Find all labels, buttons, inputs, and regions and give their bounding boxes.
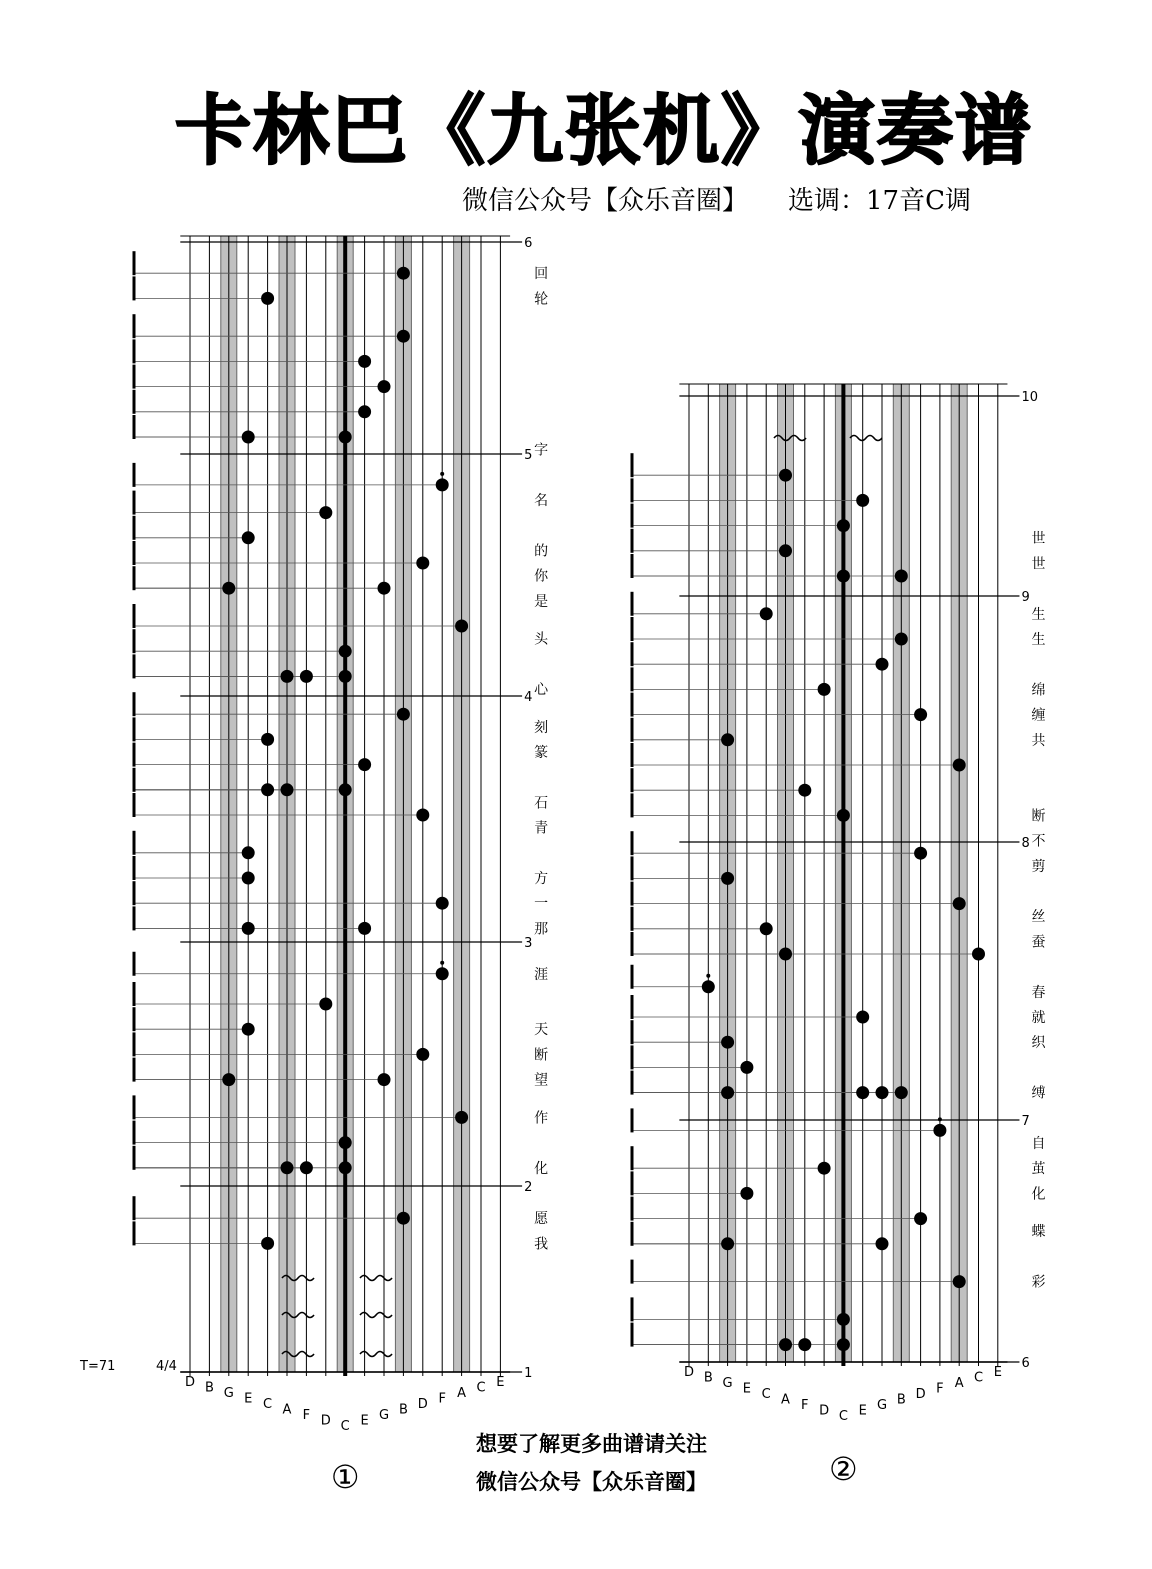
subtitle bbox=[462, 180, 971, 217]
lyric-char: 春 bbox=[1031, 984, 1046, 1001]
note-dot bbox=[721, 872, 734, 885]
note-dot bbox=[281, 1161, 294, 1174]
note-dot bbox=[416, 557, 429, 570]
tine-label: E bbox=[360, 1413, 369, 1429]
lyric-char: 字 bbox=[534, 442, 549, 459]
account-name: 微信公众号【众乐音圈】 bbox=[462, 186, 749, 216]
time-signature: 4/4 bbox=[156, 1359, 177, 1374]
lyric-char: 回 bbox=[534, 266, 549, 283]
tine-label: C bbox=[476, 1380, 486, 1396]
tine-label: F bbox=[936, 1381, 944, 1397]
lyric-char: 石 bbox=[534, 795, 549, 812]
note-dot bbox=[300, 1161, 313, 1174]
note-dot bbox=[397, 267, 410, 280]
note-dot bbox=[242, 846, 255, 859]
tine-label: E bbox=[858, 1403, 867, 1419]
tine-label: E bbox=[244, 1391, 253, 1407]
note-dot bbox=[416, 1048, 429, 1061]
lyric-char: 的 bbox=[534, 543, 549, 560]
measure-number: 3 bbox=[524, 936, 533, 951]
tine-label: D bbox=[184, 1375, 196, 1390]
tine-label: C bbox=[838, 1409, 848, 1424]
measure-number: 6 bbox=[1021, 1356, 1030, 1371]
note-dot bbox=[818, 683, 831, 696]
tine-label: A bbox=[781, 1392, 790, 1408]
note-dot bbox=[914, 847, 927, 860]
note-dot bbox=[933, 1124, 946, 1137]
measure-number: 8 bbox=[1021, 836, 1030, 851]
lyric-char: 世 bbox=[1031, 531, 1046, 548]
note-dot bbox=[339, 431, 352, 444]
measure-number: 5 bbox=[524, 448, 533, 463]
note-dot bbox=[242, 431, 255, 444]
tine-label: D bbox=[683, 1365, 695, 1380]
tine-label: E bbox=[496, 1375, 505, 1390]
note-dot bbox=[914, 708, 927, 721]
note-dot bbox=[721, 733, 734, 746]
tine-label: D bbox=[417, 1397, 428, 1412]
note-dot bbox=[455, 620, 468, 633]
note-dot bbox=[397, 1212, 410, 1225]
note-dot bbox=[876, 1237, 889, 1250]
note-dot bbox=[856, 494, 869, 507]
note-dot bbox=[378, 380, 391, 393]
tine-label: E bbox=[993, 1365, 1002, 1380]
tine-label: D bbox=[320, 1413, 331, 1429]
lyric-char: 名 bbox=[534, 493, 549, 509]
lyric-char: 我 bbox=[534, 1236, 549, 1253]
note-dot bbox=[281, 670, 294, 683]
tine-label: C bbox=[340, 1419, 350, 1434]
tine-label: E bbox=[742, 1381, 752, 1397]
note-dot bbox=[378, 1073, 391, 1086]
note-dot bbox=[760, 607, 773, 620]
tempo-label: T=71 bbox=[80, 1359, 116, 1374]
lyric-char: 蝶 bbox=[1031, 1224, 1046, 1241]
tine-label: C bbox=[761, 1387, 771, 1402]
tine-label: F bbox=[801, 1398, 809, 1413]
measure-number: 7 bbox=[1021, 1114, 1030, 1129]
lyric-char: 刻 bbox=[534, 719, 549, 736]
tine-label: F bbox=[438, 1391, 446, 1407]
lyric-char: 绵 bbox=[1031, 682, 1046, 699]
tablature-chart-2 bbox=[610, 370, 1050, 1488]
tine-label: G bbox=[722, 1376, 733, 1391]
note-dot bbox=[779, 948, 792, 961]
note-dot bbox=[721, 1086, 734, 1099]
tine-label: B bbox=[204, 1380, 214, 1396]
note-dot bbox=[895, 1086, 908, 1099]
note-dot bbox=[914, 1212, 927, 1225]
note-dot bbox=[397, 330, 410, 343]
lyric-char: 断 bbox=[534, 1047, 549, 1064]
note-dot bbox=[397, 708, 410, 721]
lyric-char: 篆 bbox=[534, 745, 549, 761]
page-title: 卡林巴《九张机》演奏谱 bbox=[175, 86, 1033, 175]
note-dot bbox=[358, 922, 371, 935]
lyric-char: 织 bbox=[1031, 1035, 1046, 1052]
lyric-char: 望 bbox=[534, 1072, 549, 1089]
note-dot bbox=[837, 809, 850, 822]
note-dot bbox=[740, 1061, 753, 1074]
lyric-char: 茧 bbox=[1031, 1161, 1046, 1178]
measure-number: 1 bbox=[524, 1366, 533, 1381]
tine-label: G bbox=[378, 1408, 390, 1423]
note-dot bbox=[319, 998, 332, 1011]
note-dot bbox=[798, 784, 811, 797]
note-dot bbox=[242, 531, 255, 544]
note-dot bbox=[953, 897, 966, 910]
lyric-char: 共 bbox=[1031, 732, 1046, 749]
note-dot bbox=[358, 355, 371, 368]
tine-label: F bbox=[302, 1408, 311, 1423]
note-dot bbox=[436, 967, 449, 980]
lyric-char: 一 bbox=[534, 896, 549, 913]
note-dot bbox=[261, 292, 274, 305]
lyric-char: 涯 bbox=[534, 966, 549, 983]
footer-line-1: 想要了解更多曲谱请关注 bbox=[476, 1432, 707, 1456]
note-dot bbox=[261, 783, 274, 796]
note-dot bbox=[837, 1313, 850, 1326]
key-info: 选调：17音C调 bbox=[788, 186, 971, 216]
note-dot bbox=[740, 1187, 753, 1200]
tine-label: B bbox=[398, 1402, 408, 1418]
lyric-char: 化 bbox=[1031, 1186, 1046, 1203]
lyric-char: 自 bbox=[1031, 1136, 1046, 1152]
lyric-char: 蚕 bbox=[1031, 934, 1046, 951]
tine-label: B bbox=[703, 1370, 713, 1386]
lyric-char: 缚 bbox=[1031, 1085, 1046, 1102]
note-dot bbox=[358, 758, 371, 771]
note-dot bbox=[416, 809, 429, 822]
tine-label: G bbox=[876, 1398, 888, 1413]
lyric-char: 轮 bbox=[534, 291, 549, 308]
measure-number: 10 bbox=[1021, 390, 1038, 405]
note-dot bbox=[339, 670, 352, 683]
octave-dot bbox=[938, 1117, 942, 1121]
arpeggio-wave bbox=[850, 436, 882, 441]
octave-dot bbox=[440, 472, 444, 476]
measure-number: 6 bbox=[524, 236, 533, 251]
lyric-char: 世 bbox=[1031, 556, 1046, 573]
lyric-char: 作 bbox=[534, 1110, 549, 1127]
lyric-char: 断 bbox=[1031, 808, 1046, 825]
note-dot bbox=[895, 570, 908, 583]
note-dot bbox=[895, 633, 908, 646]
lyric-char: 缠 bbox=[1031, 707, 1046, 724]
tine-label: G bbox=[223, 1386, 234, 1401]
note-dot bbox=[953, 759, 966, 772]
tine-label: C bbox=[263, 1397, 273, 1412]
note-dot bbox=[721, 1036, 734, 1049]
lyric-char: 天 bbox=[534, 1022, 549, 1039]
lyric-char: 化 bbox=[534, 1160, 549, 1177]
measure-number: 2 bbox=[524, 1180, 533, 1195]
lyric-char: 方 bbox=[534, 871, 549, 887]
lyric-char: 不 bbox=[1031, 833, 1046, 850]
note-dot bbox=[972, 948, 985, 961]
note-dot bbox=[876, 658, 889, 671]
note-dot bbox=[856, 1086, 869, 1099]
tine-label: D bbox=[915, 1387, 926, 1402]
note-dot bbox=[798, 1338, 811, 1351]
tine-label: C bbox=[973, 1370, 984, 1386]
tine-label: A bbox=[282, 1402, 292, 1418]
note-dot bbox=[300, 670, 313, 683]
tablature-chart-1 bbox=[70, 230, 549, 1520]
note-dot bbox=[339, 1136, 352, 1149]
note-dot bbox=[339, 783, 352, 796]
note-dot bbox=[242, 872, 255, 885]
measure-number: 4 bbox=[524, 690, 533, 705]
lyric-char: 青 bbox=[534, 820, 549, 837]
lyric-char: 剪 bbox=[1031, 858, 1046, 875]
lyric-char: 丝 bbox=[1031, 909, 1046, 926]
octave-dot bbox=[440, 961, 444, 965]
lyric-char: 就 bbox=[1031, 1010, 1046, 1026]
lyric-char: 是 bbox=[534, 593, 549, 610]
note-dot bbox=[242, 922, 255, 935]
lyric-char: 头 bbox=[534, 631, 549, 648]
note-dot bbox=[760, 922, 773, 935]
lyric-char: 生 bbox=[1031, 606, 1046, 623]
note-dot bbox=[358, 405, 371, 418]
note-dot bbox=[319, 506, 332, 519]
note-dot bbox=[378, 582, 391, 595]
lyric-char: 心 bbox=[534, 682, 549, 698]
tine-label: A bbox=[954, 1376, 964, 1391]
chart-number-label: ① bbox=[330, 1458, 360, 1496]
note-dot bbox=[222, 1073, 235, 1086]
note-dot bbox=[436, 897, 449, 910]
lyric-char: 生 bbox=[1031, 632, 1046, 648]
note-dot bbox=[953, 1275, 966, 1288]
lyric-char: 你 bbox=[534, 568, 549, 585]
note-dot bbox=[702, 980, 715, 993]
note-dot bbox=[779, 469, 792, 482]
note-dot bbox=[455, 1111, 468, 1124]
chart-number-label: ② bbox=[829, 1450, 858, 1488]
note-dot bbox=[339, 645, 352, 658]
note-dot bbox=[779, 1338, 792, 1351]
note-dot bbox=[876, 1086, 889, 1099]
lyric-char: 那 bbox=[534, 921, 549, 938]
note-dot bbox=[837, 570, 850, 583]
measure-number: 9 bbox=[1021, 590, 1030, 605]
lyric-char: 彩 bbox=[1031, 1274, 1046, 1291]
note-dot bbox=[779, 544, 792, 557]
tine-label: A bbox=[457, 1386, 467, 1401]
note-dot bbox=[837, 1338, 850, 1351]
note-dot bbox=[242, 1023, 255, 1036]
note-dot bbox=[281, 783, 294, 796]
note-dot bbox=[261, 1237, 274, 1250]
lyric-char: 愿 bbox=[534, 1211, 549, 1228]
note-dot bbox=[818, 1162, 831, 1175]
footer-line-2: 微信公众号【众乐音圈】 bbox=[476, 1470, 707, 1494]
tine-label: D bbox=[819, 1403, 830, 1419]
octave-dot bbox=[706, 974, 710, 978]
tine-label: B bbox=[896, 1392, 906, 1408]
note-dot bbox=[436, 478, 449, 491]
note-dot bbox=[837, 519, 850, 532]
note-dot bbox=[856, 1011, 869, 1024]
note-dot bbox=[721, 1237, 734, 1250]
note-dot bbox=[261, 733, 274, 746]
note-dot bbox=[339, 1161, 352, 1174]
note-dot bbox=[222, 582, 235, 595]
